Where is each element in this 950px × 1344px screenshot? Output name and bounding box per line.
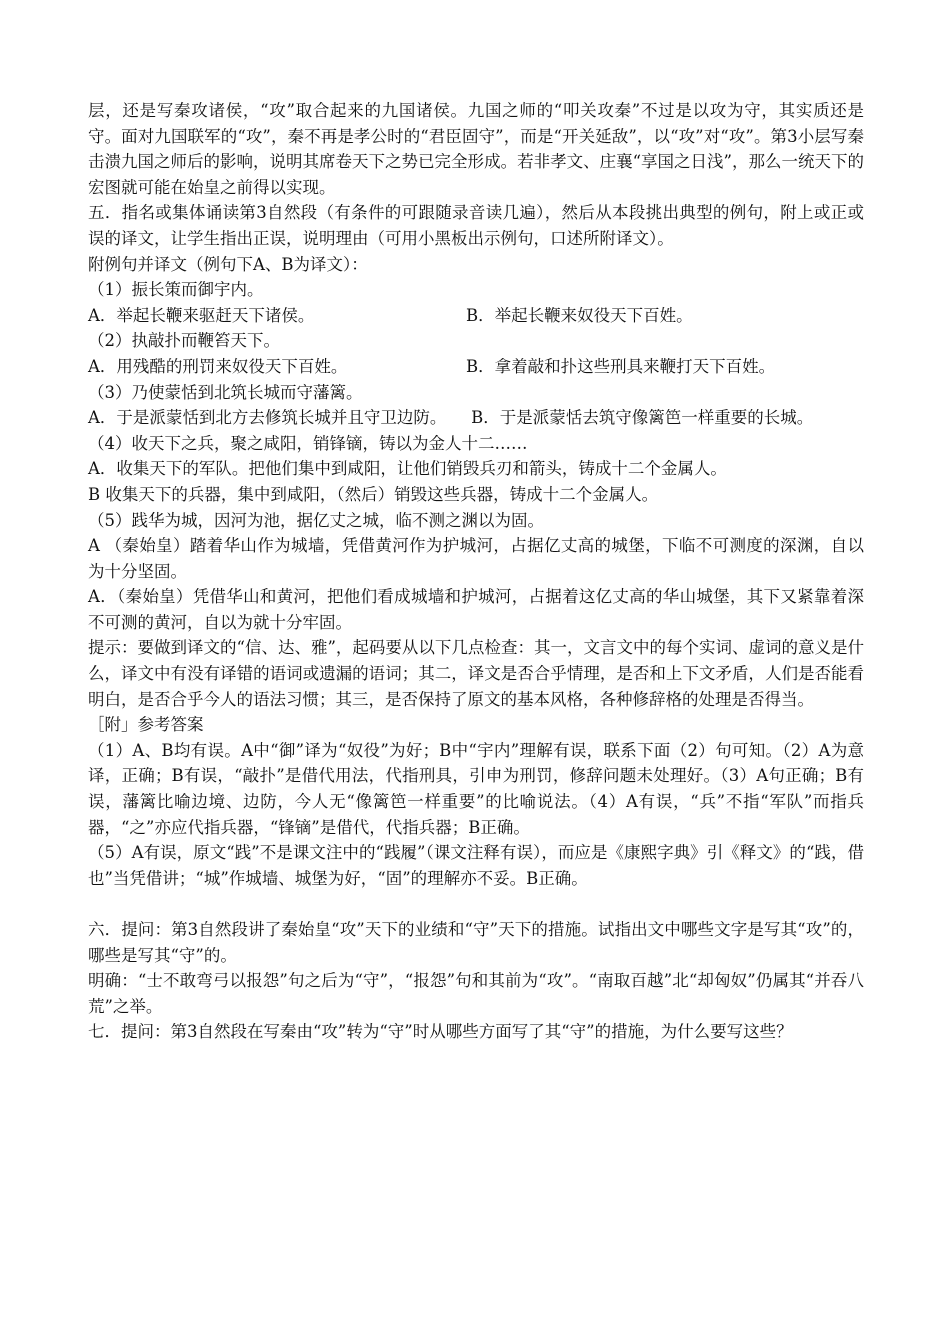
answer-heading: ［附」参考答案 <box>88 715 204 735</box>
example-4-option-a: A．收集天下的军队。把他们集中到咸阳，让他们销毁兵刃和箭头，铸成十二个金属人。 <box>88 459 727 479</box>
example-1-option-b: B．举起长鞭来奴役天下百姓。 <box>466 305 693 325</box>
example-4: （4）收天下之兵，聚之咸阳，销锋镝，铸以为金人十二…… <box>88 433 528 453</box>
example-5: （5）践华为城，因河为池，据亿丈之城，临不测之渊以为固。 <box>88 510 544 530</box>
paragraph-section-7: 七．提问：第3自然段在写秦由“攻”转为“守”时从哪些方面写了其“守”的措施，为什么要写这些？ <box>88 1022 793 1042</box>
example-2-option-b: B．拿着敲和扑这些刑具来鞭打天下百姓。 <box>466 356 776 376</box>
example-3-translations: A．于是派蒙恬到北方去修筑长城并且守卫边防。 B．于是派蒙恬去筑守像篱笆一样重要的长城。 <box>88 408 814 428</box>
example-1: （1）振长策而御宇内。 <box>88 280 264 300</box>
blank-line <box>88 891 864 917</box>
example-5-option-a: A （秦始皇）踏着华山作为城墙，凭借黄河作为护城河，占据亿丈高的城堡，下临不可测度的深渊，自以为十分坚固。 <box>88 536 864 581</box>
answer-part-2: （5）A有误，原文“践”不是课文注中的“践履”（课文注释有误），而应是《康熙字典》引《释文》的“践，借也”当凭借讲；“城”作城墙、城堡为好，“固”的理解亦不妥。B正确。 <box>88 843 864 888</box>
example-2-translations <box>88 354 864 380</box>
document-page <box>88 98 864 1045</box>
example-3: （3）乃使蒙恬到北筑长城而守藩篱。 <box>88 382 363 402</box>
translation-hint: 提示：要做到译文的“信、达、雅”，起码要从以下几点检查：其一，文言文中的每个实词、虚词的意义是什么，译文中有没有译错的语词或遗漏的语词；其二，译文是否合乎情理，是否和上下文矛盾，人们是否能看明白，是否合乎今人的语法习惯；其三，是否保持了原文的基本风格，各种修辞格的处理是否得当。 <box>88 638 864 709</box>
example-2: （2）执敲扑而鞭笞天下。 <box>88 331 280 351</box>
paragraph-section-5: 五．指名或集体诵读第3自然段（有条件的可跟随录音读几遍），然后从本段挑出典型的例句，附上或正或误的译文，让学生指出正误，说明理由（可用小黑板出示例句，口述所附译文）。 <box>88 203 864 248</box>
example-1-option-a: A．举起长鞭来驱赶天下诸侯。 <box>88 305 315 325</box>
paragraph-examples-heading: 附例句并译文（例句下A、B为译文）： <box>88 254 368 274</box>
example-5-option-b: A．（秦始皇）凭借华山和黄河，把他们看成城墙和护城河，占据着这亿丈高的华山城堡，其下又紧靠着深不可测的黄河，自以为就十分牢固。 <box>88 587 864 632</box>
example-4-option-b: B 收集天下的兵器，集中到咸阳，（然后）销毁这些兵器，铸成十二个金属人。 <box>88 484 659 504</box>
example-1-translations <box>88 303 864 329</box>
example-2-option-a: A．用残酷的刑罚来奴役天下百姓。 <box>88 356 348 376</box>
section-6-answer: 明确：“士不敢弯弓以报怨”句之后为“守”，“报怨”句和其前为“攻”。“南取百越”北“却匈奴”仍属其“并吞八荒”之举。 <box>88 971 864 1016</box>
answer-part-1: （1）A、B均有误。A中“御”译为“奴役”为好；B中“宇内”理解有误，联系下面（2）句可知。（2）A为意译，正确；B有误，“敲扑”是借代用法，代指刑具，引申为刑罚，修辞问题未处理好。（3）A句正确；B有误，藩篱比喻边境、边防，今人无“像篱笆一样重要”的比喻说法。（4）A有误，“兵”不指“军队”而指兵器，“之”亦应代指兵器，“锋镝”是借代，代指兵器；B正确。 <box>88 740 864 837</box>
paragraph-intro: 层，还是写秦攻诸侯，“攻”取合起来的九国诸侯。九国之师的“叩关攻秦”不过是以攻为守，其实质还是守。面对九国联军的“攻”，秦不再是孝公时的“君臣固守”，而是“开关延敌”，以“攻”对“攻”。第3小层写秦击溃九国之师后的影响，说明其席卷天下之势已完全形成。若非孝文、庄襄“享国之日浅”，那么一统天下的宏图就可能在始皇之前得以实现。 <box>88 101 864 197</box>
paragraph-section-6: 六．提问：第3自然段讲了秦始皇“攻”天下的业绩和“守”天下的措施。试指出文中哪些文字是写其“攻”的，哪些是写其“守”的。 <box>88 920 864 965</box>
